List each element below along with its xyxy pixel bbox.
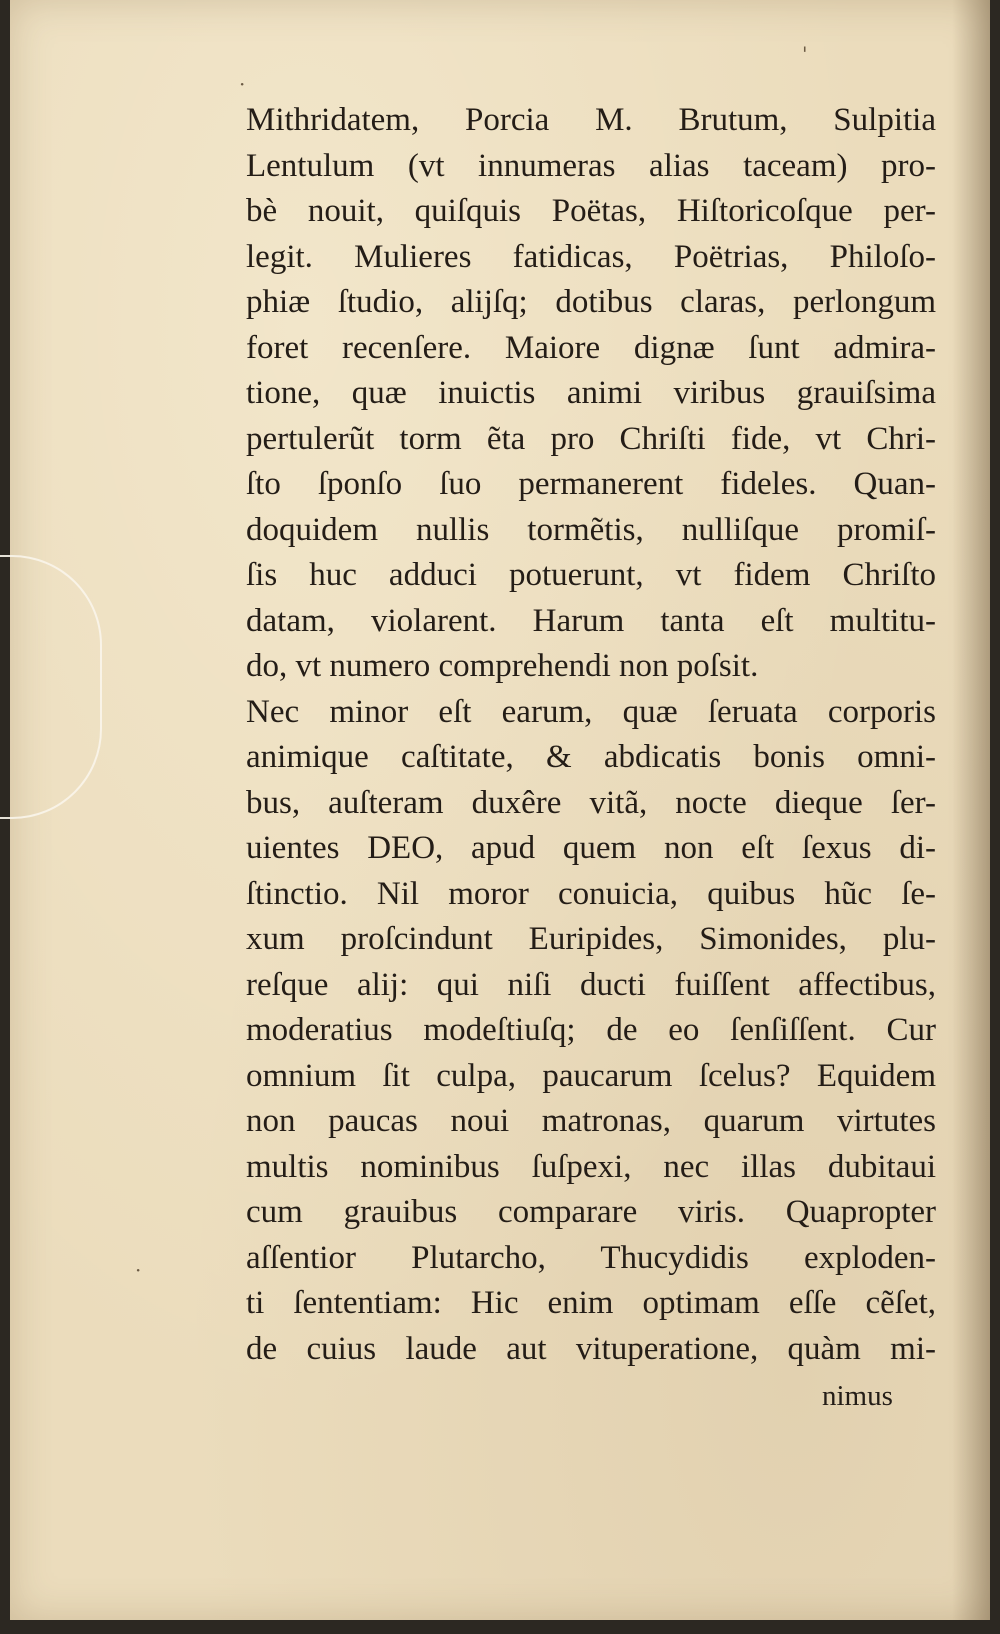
body-text	[246, 98, 936, 1372]
text-line: phiæ ſtudio, alijſq; dotibus claras, perlongum	[246, 284, 936, 320]
text-line: Nec minor eſt earum, quæ ſeruata corporis	[246, 693, 936, 730]
text-line: animique caſtitate, & abdicatis bonis omni-	[246, 739, 936, 775]
page-tab-outline	[0, 555, 102, 819]
text-line: Lentulum (vt innumeras alias taceam) pro-	[246, 147, 936, 184]
page-gutter-shadow	[952, 0, 990, 1620]
text-line: cum grauibus comparare viris. Quapropter	[246, 1194, 936, 1230]
text-line: uientes DEO, apud quem non eſt ſexus di-	[246, 830, 936, 866]
margin-mark: ·	[135, 1258, 142, 1282]
text-line: xum proſcindunt Euripides, Simonides, plu-	[246, 921, 936, 957]
text-line: Mithridatem, Porcia M. Brutum, Sulpitia	[246, 102, 936, 138]
text-line: ti ſententiam: Hic enim optimam eſſe cẽſet,	[246, 1285, 936, 1321]
text-line: aſſentior Plutarcho, Thucydidis exploden-	[246, 1239, 936, 1276]
text-line: foret recenſere. Maiore dignæ ſunt admira-	[246, 329, 936, 366]
text-line: ſis huc adduci potuerunt, vt fidem Chriſto	[246, 557, 936, 593]
catchword: nimus	[822, 1380, 893, 1412]
text-line: do, vt numero comprehendi non poſsit.	[246, 648, 759, 684]
margin-mark: '	[802, 42, 808, 66]
text-line: omnium ſit culpa, paucarum ſcelus? Equidem	[246, 1057, 936, 1094]
text-line: pertulerũt torm ẽta pro Chriſti fide, vt Chri-	[246, 420, 936, 457]
margin-mark: ·	[239, 72, 246, 96]
text-line: doquidem nullis tormẽtis, nulliſque promiſ-	[246, 511, 936, 548]
text-line: reſque alij: qui niſi ducti fuiſſent affectibus,	[246, 966, 936, 1003]
text-line: ſto ſponſo ſuo permanerent fideles. Quan-	[246, 466, 936, 502]
text-line: ſtinctio. Nil moror conuicia, quibus hũc ſe-	[246, 875, 936, 912]
text-line: de cuius laude aut vituperatione, quàm mi-	[246, 1330, 936, 1367]
text-line: legit. Mulieres fatidicas, Poëtrias, Philoſo-	[246, 238, 936, 275]
text-line: datam, violarent. Harum tanta eſt multitu-	[246, 602, 936, 639]
text-line: non paucas noui matronas, quarum virtutes	[246, 1103, 936, 1139]
book-page	[10, 0, 990, 1620]
text-line: tione, quæ inuictis animi viribus grauiſsima	[246, 375, 936, 411]
text-line: bè nouit, quiſquis Poëtas, Hiſtoricoſque per-	[246, 193, 936, 229]
text-line: moderatius modeſtiuſq; de eo ſenſiſſent. Cur	[246, 1012, 936, 1048]
text-line: multis nominibus ſuſpexi, nec illas dubitaui	[246, 1148, 936, 1185]
text-line: bus, auſteram duxêre vitã, nocte dieque ſer-	[246, 784, 936, 821]
